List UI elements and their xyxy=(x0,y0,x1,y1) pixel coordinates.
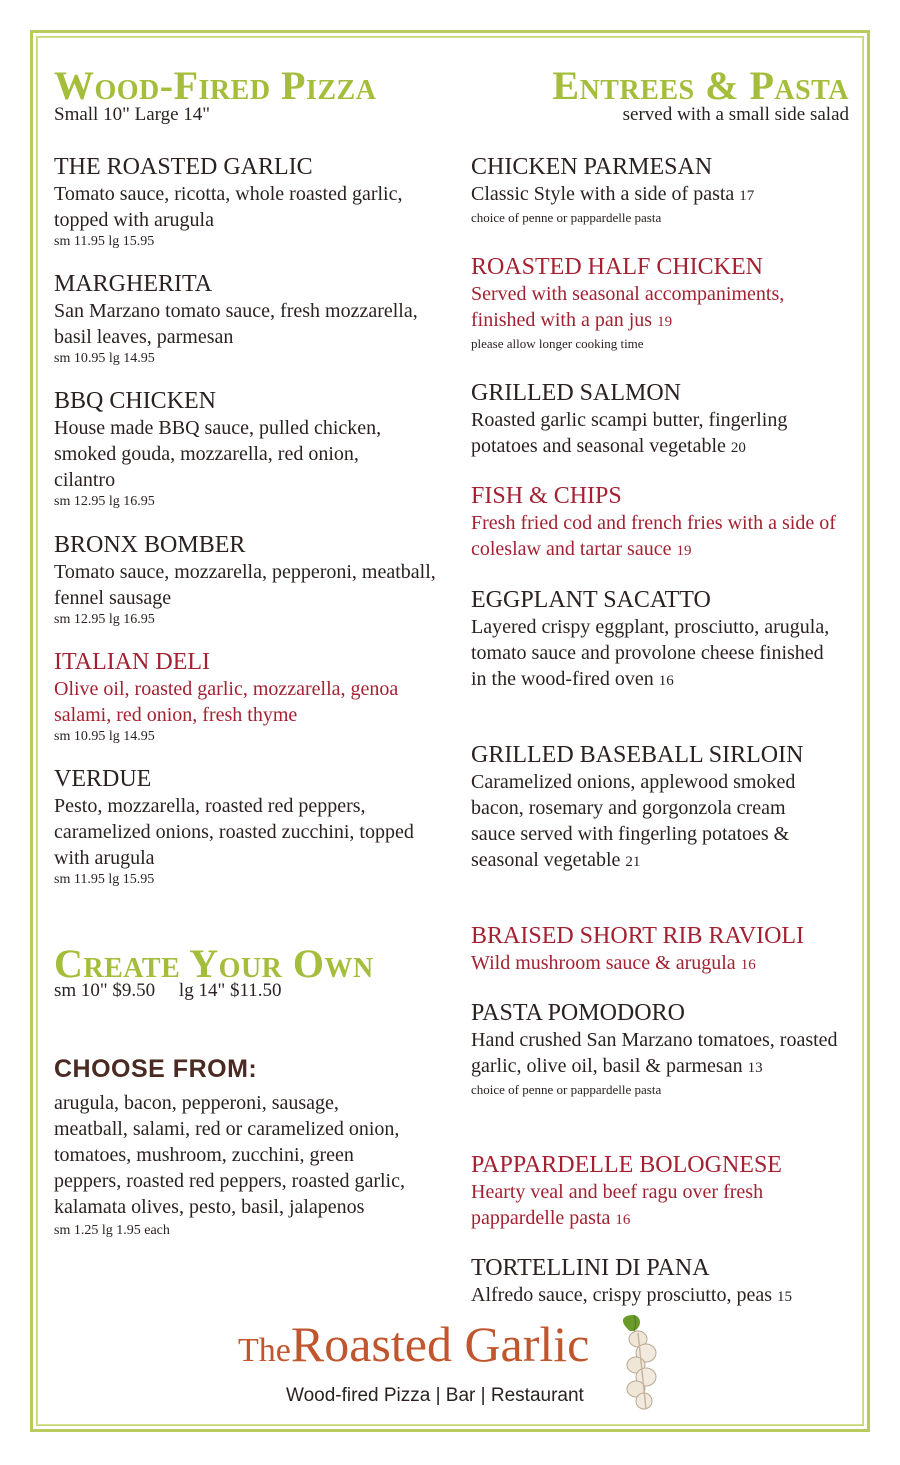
item-description: Served with seasonal accompaniments, finished with a pan jus 19 xyxy=(471,283,785,331)
item-name: GRILLED SALMON xyxy=(471,380,681,406)
entree-section-title: Entrees & Pasta xyxy=(552,63,849,108)
menu-item xyxy=(471,922,856,978)
item-price: 16 xyxy=(615,1212,631,1228)
item-name: MARGHERITA xyxy=(54,271,213,297)
logo-the: The xyxy=(238,1332,291,1369)
item-note: choice of penne or pappardelle pasta xyxy=(471,1082,662,1097)
item-description: Fresh fried cod and french fries with a side of coleslaw and tartar sauce 19 xyxy=(471,512,836,560)
item-description: Wild mushroom sauce & arugula 16 xyxy=(471,952,756,974)
item-note: choice of penne or pappardelle pasta xyxy=(471,210,662,225)
logo-tagline: Wood-fired Pizza | Bar | Restaurant xyxy=(286,1385,584,1406)
choose-from-title: CHOOSE FROM: xyxy=(54,1055,258,1083)
item-name: EGGPLANT SACATTO xyxy=(471,587,711,613)
item-description: Hearty veal and beef ragu over fresh pappardelle pasta 16 xyxy=(471,1181,764,1229)
menu-item xyxy=(471,253,851,352)
item-price: 13 xyxy=(747,1060,763,1076)
item-description: Pesto, mozzarella, roasted red peppers, caramelized onions, roasted zucchini, topped with arugula xyxy=(54,795,414,869)
item-name: BRAISED SHORT RIB RAVIOLI xyxy=(471,923,805,949)
item-name: PAPPARDELLE BOLOGNESE xyxy=(471,1152,782,1178)
menu-item xyxy=(54,648,454,746)
item-description: Alfredo sauce, crispy prosciutto, peas 15 xyxy=(471,1284,793,1306)
item-price: 16 xyxy=(658,673,674,689)
item-price: 20 xyxy=(730,440,746,456)
item-price: 15 xyxy=(777,1289,793,1305)
topping-price: sm 1.25 lg 1.95 each xyxy=(54,1223,170,1238)
item-price: 17 xyxy=(739,188,755,204)
menu-item xyxy=(471,153,851,226)
pizza-sizes: Small 10" Large 14" xyxy=(54,104,211,125)
item-price: sm 11.95 lg 15.95 xyxy=(54,234,155,249)
menu-item xyxy=(471,1254,856,1310)
item-name: VERDUE xyxy=(54,766,152,792)
create-your-own xyxy=(54,941,454,1002)
pizza-header xyxy=(54,63,454,126)
item-price: sm 10.95 lg 14.95 xyxy=(54,351,155,366)
menu-item xyxy=(471,586,843,694)
item-price: sm 12.95 lg 16.95 xyxy=(54,494,155,509)
item-price: 21 xyxy=(625,854,641,870)
item-name: ITALIAN DELI xyxy=(54,649,211,675)
item-description: Hand crushed San Marzano tomatoes, roasted garlic, olive oil, basil & parmesan 13 xyxy=(471,1029,838,1077)
pizza-section-title: Wood-Fired Pizza xyxy=(54,63,377,108)
entree-header xyxy=(471,63,849,126)
item-name: BRONX BOMBER xyxy=(54,532,246,558)
choose-from xyxy=(54,1055,414,1240)
menu-item xyxy=(54,153,454,251)
item-name: CHICKEN PARMESAN xyxy=(471,154,713,180)
item-price: sm 10.95 lg 14.95 xyxy=(54,729,155,744)
entree-subtitle: served with a small side salad xyxy=(622,104,849,125)
restaurant-logo xyxy=(238,1313,668,1413)
menu-item xyxy=(471,999,841,1098)
item-description: Layered crispy eggplant, prosciutto, arugula, tomato sauce and provolone cheese finished in the wood-fired oven 16 xyxy=(471,616,830,690)
cyo-title: Create Your Own xyxy=(54,941,374,986)
logo-wordmark xyxy=(238,1315,589,1373)
item-name: GRILLED BASEBALL SIRLOIN xyxy=(471,742,804,768)
item-price: 19 xyxy=(657,314,673,330)
item-name: FISH & CHIPS xyxy=(471,483,622,509)
item-name: THE ROASTED GARLIC xyxy=(54,154,313,180)
menu-item xyxy=(471,482,851,564)
item-description: Classic Style with a side of pasta 17 xyxy=(471,183,755,205)
topping-list: arugula, bacon, pepperoni, sausage, meatball, salami, red or caramelized onion, tomatoes, mushroom, zucchini, green peppers, roasted red peppers, roasted garlic, kalamata olives, pesto, basil, jalapenos xyxy=(54,1092,405,1218)
item-note: please allow longer cooking time xyxy=(471,336,644,351)
item-description: Caramelized onions, applewood smoked bacon, rosemary and gorgonzola cream sauce served with fingerling potatoes & seasonal vegetable 21 xyxy=(471,771,796,871)
logo-name: Roasted Garlic xyxy=(290,1316,590,1372)
item-price: sm 12.95 lg 16.95 xyxy=(54,612,155,627)
item-description: San Marzano tomato sauce, fresh mozzarella, basil leaves, parmesan xyxy=(54,300,418,348)
item-name: PASTA POMODORO xyxy=(471,1000,685,1026)
cyo-prices: sm 10" $9.50 lg 14" $11.50 xyxy=(54,980,282,1001)
item-description: Tomato sauce, ricotta, whole roasted garlic, topped with arugula xyxy=(54,183,403,231)
item-name: ROASTED HALF CHICKEN xyxy=(471,254,764,280)
item-name: TORTELLINI DI PANA xyxy=(471,1255,710,1281)
item-description: Olive oil, roasted garlic, mozzarella, genoa salami, red onion, fresh thyme xyxy=(54,678,399,726)
menu-item xyxy=(54,531,454,629)
item-price: 19 xyxy=(676,543,692,559)
menu-item xyxy=(54,387,424,511)
menu-item xyxy=(54,270,454,368)
item-price: 16 xyxy=(740,957,756,973)
garlic-braid-icon xyxy=(616,1313,668,1413)
item-description: House made BBQ sauce, pulled chicken, smoked gouda, mozzarella, red onion, cilantro xyxy=(54,417,382,491)
menu-item xyxy=(471,741,841,875)
item-description: Roasted garlic scampi butter, fingerling potatoes and seasonal vegetable 20 xyxy=(471,409,788,457)
menu-item xyxy=(471,1151,831,1233)
item-description: Tomato sauce, mozzarella, pepperoni, meatball, fennel sausage xyxy=(54,561,436,609)
item-name: BBQ CHICKEN xyxy=(54,388,217,414)
menu-item xyxy=(54,765,454,889)
item-price: sm 11.95 lg 15.95 xyxy=(54,872,155,887)
menu-item xyxy=(471,379,851,461)
